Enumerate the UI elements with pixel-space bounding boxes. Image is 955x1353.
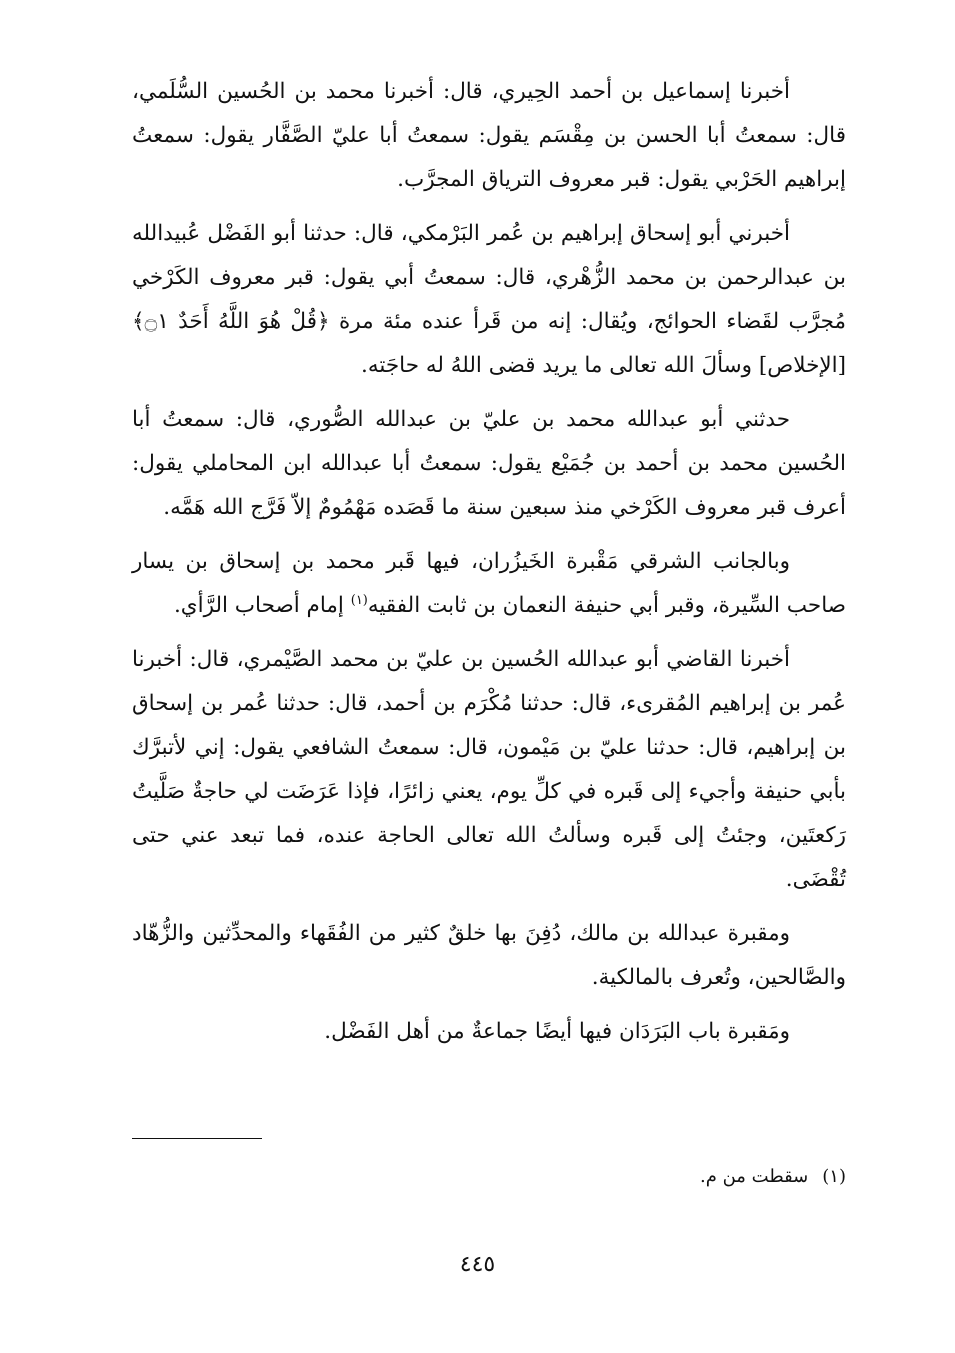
page-body bbox=[132, 70, 846, 1187]
paragraph-4-tail: إمام أصحاب الرَّأي. bbox=[173, 593, 351, 618]
paragraph-7: ومَقبرة باب البَرَدَان فيها أيضًا جماعةٌ من أهل الفَضْل. bbox=[324, 1019, 790, 1044]
footnote-separator bbox=[132, 1138, 262, 1139]
paragraph-5: أخبرنا القاضي أبو عبدالله الحُسين بن عليّ بن محمد الصَّيْمري، قال: أخبرنا عُمر بن إبراهيم المُقرىء، قال: حدثنا مُكْرَم بن أحمد، قال: حدثنا عُمر بن إسحاق بن إبراهيم، قال: حدثنا عليّ بن مَيْمون، قال: سمعتُ الشافعي يقول: إني لأتبرَّك بأبي حنيفة وأجيء إلى قَبره في كلِّ يوم، يعني زائرًا، فإذا عَرَضَت لي حاجةٌ صَلَّيتُ رَكعتَين، وجئتُ إلى قَبره وسألتُ الله تعالى الحاجة عنده، فما تبعد عني حتى تُقْضَى. bbox=[132, 647, 846, 892]
paragraph-2: أخبرني أبو إسحاق إبراهيم بن عُمر البَرْمكي، قال: حدثنا أبو الفَضْل عُبيدالله بن عبدالرحمن بن محمد الزُّهْري، قال: سمعتُ أبي يقول: قبر معروف الكَرْخي مُجرَّب لقَضاء الحوائج، ويُقال: إنه من قَرأ عنده مئة مرة ﴿قُلْ هُوَ اللَّهُ أَحَدٌ ۝١﴾ [الإخلاص] وسألَ الله تعالى ما يريد قضى اللهُ له حاجَته. bbox=[132, 221, 846, 378]
paragraph-1: أخبرنا إسماعيل بن أحمد الحِيري، قال: أخبرنا محمد بن الحُسين السُّلَمي، قال: سمعتُ أبا الحسن بن مِقْسَم يقول: سمعتُ أبا عليّ الصَّفَّار يقول: سمعتُ إبراهيم الحَرْبي يقول: قبر معروف الترياق المجرَّب. bbox=[132, 79, 846, 192]
footnote bbox=[132, 1163, 846, 1191]
paragraph-4-text: وبالجانب الشرقي مَقْبرة الخَيزُران، فيها قَبر محمد بن إسحاق بن يسار صاحب السِّيرة، وقبر أبي حنيفة النعمان بن ثابت الفقيه bbox=[132, 549, 846, 618]
footnote-reference: (١) bbox=[350, 592, 368, 608]
paragraph-4 bbox=[132, 540, 846, 628]
paragraph-6: ومقبرة عبدالله بن مالك، دُفِنَ بها خلقٌ كثير من الفُقَهاء والمحدِّثين والزُّهّاد والصَّالحين، وتُعرف بالمالكية. bbox=[132, 921, 846, 990]
page-number: ٤٤٥ bbox=[459, 1252, 496, 1277]
footnote-number: (١) bbox=[822, 1166, 846, 1187]
paragraph-3: حدثني أبو عبدالله محمد بن عليّ بن عبدالله الصُّوري، قال: سمعتُ أبا الحُسين محمد بن أحمد بن جُمَيْع يقول: سمعتُ أبا عبدالله ابن المحاملي يقول: أعرف قبر معروف الكَرْخي منذ سبعين سنة ما قَصَده مَهْمُومٌ إلاّ فَرَّج الله هَمَّه. bbox=[132, 407, 846, 520]
footnote-text: سقطت من م. bbox=[699, 1166, 809, 1187]
